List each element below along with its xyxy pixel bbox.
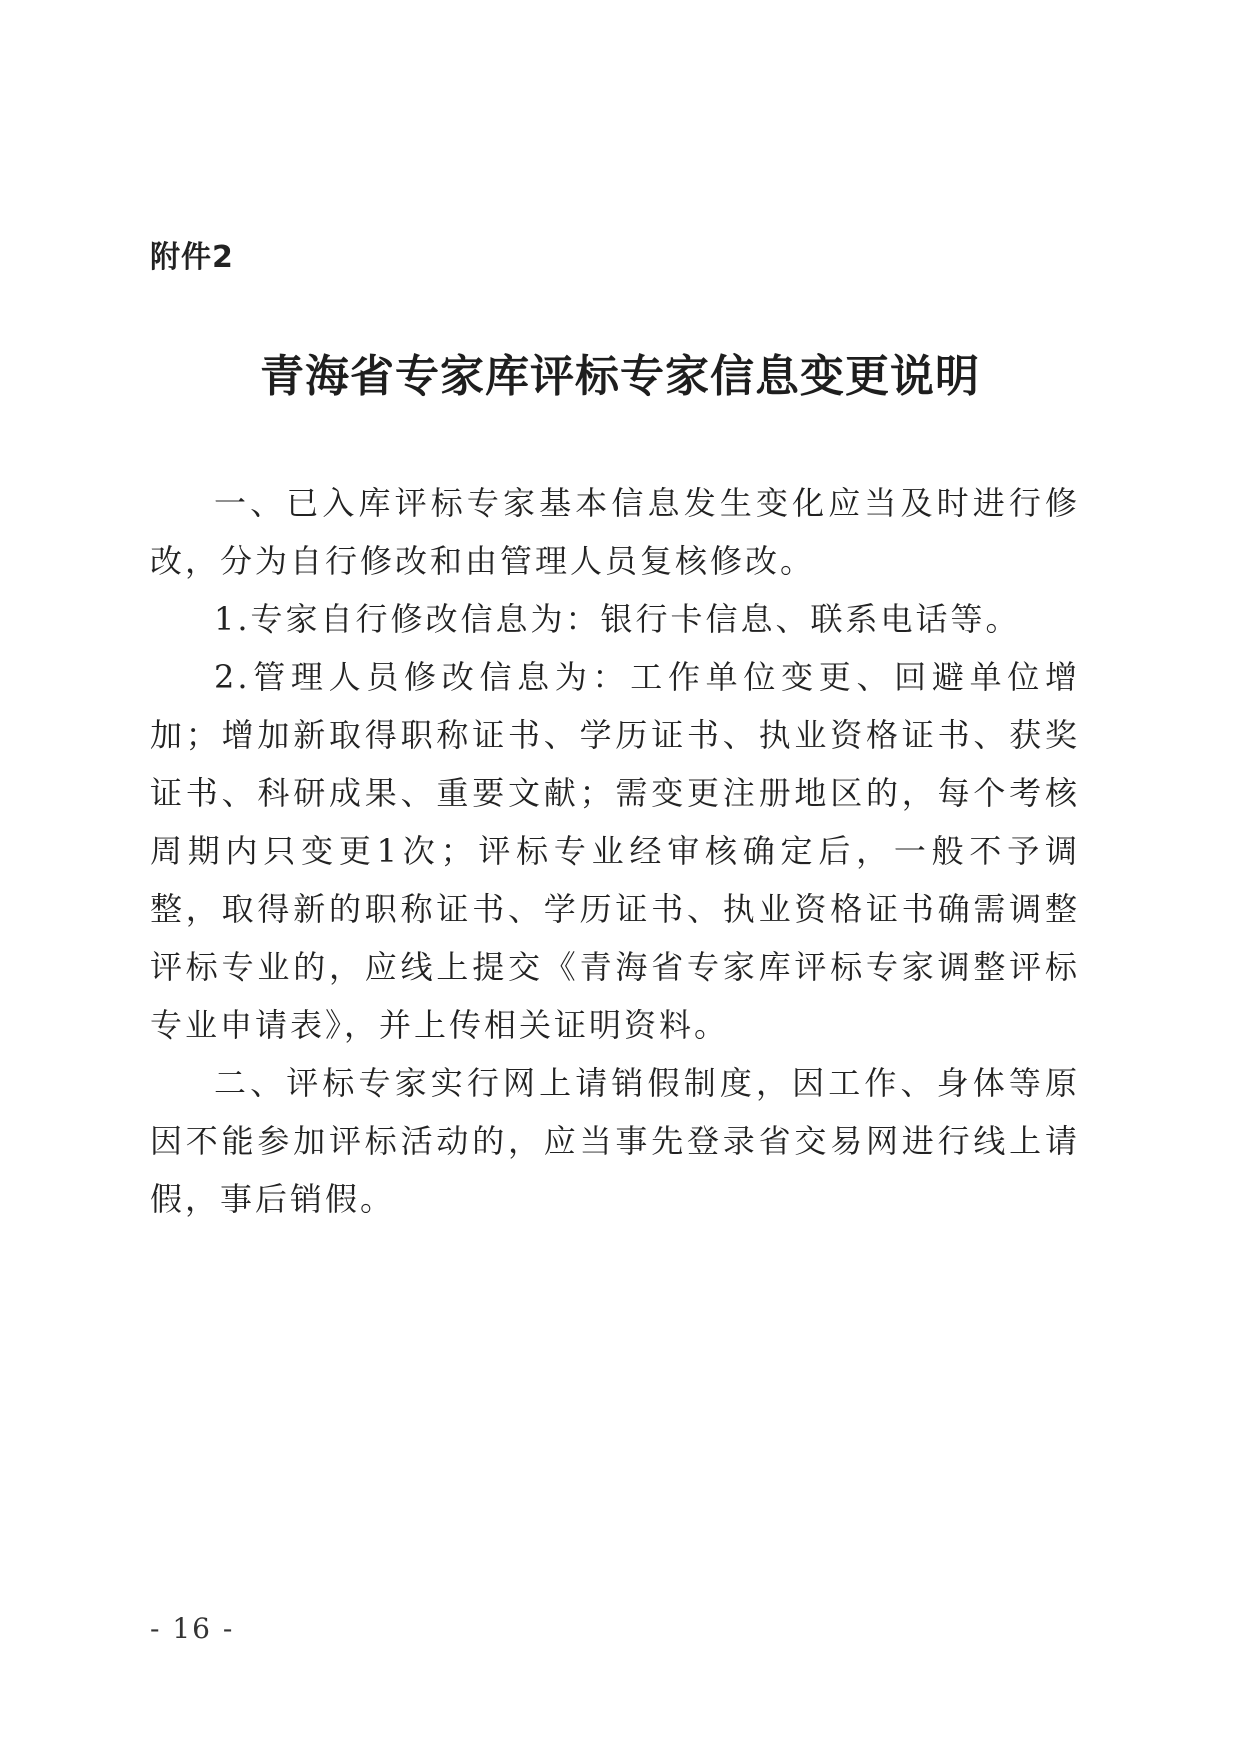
paragraph-item-two: 2.管理人员修改信息为：工作单位变更、回避单位增加；增加新取得职称证书、学历证书、执业资格证书、获奖证书、科研成果、重要文献；需变更注册地区的，每个考核周期内只变更1次；评标专业经审核确定后，一般不予调整，取得新的职称证书、学历证书、执业资格证书确需调整评标专业的，应线上提交《青海省专家库评标专家调整评标专业申请表》，并上传相关证明资料。	[150, 658, 1080, 1044]
paragraph-section-two: 二、评标专家实行网上请销假制度，因工作、身体等原因不能参加评标活动的，应当事先登录省交易网进行线上请假，事后销假。	[150, 1064, 1080, 1218]
document-body	[150, 474, 1080, 1228]
page-number: - 16 -	[150, 1612, 235, 1645]
paragraph-item-one: 1.专家自行修改信息为：银行卡信息、联系电话等。	[214, 600, 1021, 638]
paragraph-section-one: 一、已入库评标专家基本信息发生变化应当及时进行修改，分为自行修改和由管理人员复核修改。	[150, 484, 1080, 580]
attachment-label: 附件2	[150, 240, 234, 275]
document-title: 青海省专家库评标专家信息变更说明	[260, 351, 980, 402]
